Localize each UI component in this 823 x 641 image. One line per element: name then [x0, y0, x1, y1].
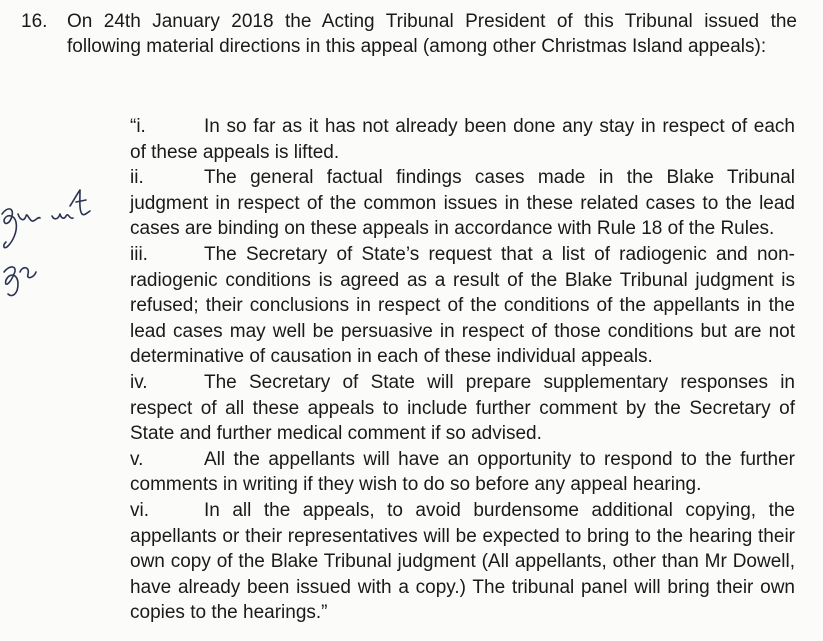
direction-text: The general factual findings cases made in the Blake Tribunal judgment in respect of the common issues in these related cases to the lead cases are binding on these appeals in accordance with Rule 18 of the Rules. — [130, 167, 795, 240]
direction-number: “i. — [130, 116, 146, 137]
direction-item — [130, 165, 795, 242]
direction-number: iii. — [130, 243, 148, 265]
direction-text: The Secretary of State’s request that a list of radiogenic and non-radiogenic conditions is agreed as a result of the Blake Tribunal judgment is refused; their conclusions in respect of the conditions of the appellants in the lead cases may well be persuasive in respect of those conditions but are not determinative of causation in each of these individual appeals. — [130, 243, 795, 368]
directions-quote — [130, 114, 795, 626]
direction-number: ii. — [130, 167, 144, 189]
direction-number: v. — [130, 448, 144, 470]
paragraph-number: 16. — [21, 11, 48, 32]
paragraph-text: On 24th January 2018 the Acting Tribunal President of this Tribunal issued the following material directions in this appeal (among other Christmas Island appeals): — [67, 11, 797, 57]
direction-item — [130, 370, 795, 447]
direction-item — [130, 114, 795, 165]
handwritten-margin-annotation — [0, 180, 110, 300]
direction-text: All the appellants will have an opportunity to respond to the further comments in writing if they wish to do so before any appeal hearing. — [130, 448, 795, 496]
direction-text: In all the appeals, to avoid burdensome additional copying, the appellants or their representatives will be expected to bring to the hearing their own copy of the Blake Tribunal judgment (All appellants, other than Mr Dowell, have already been issued with a copy.) The tribunal panel will bring their own copies to the hearings.” — [130, 499, 795, 624]
direction-number: iv. — [130, 371, 148, 393]
direction-text: In so far as it has not already been done any stay in respect of each of these appeals is lifted. — [130, 116, 795, 163]
direction-item — [130, 242, 795, 370]
direction-number: vi. — [130, 499, 149, 521]
direction-item — [130, 447, 795, 498]
direction-item — [130, 498, 795, 626]
direction-text: The Secretary of State will prepare supplementary responses in respect of all these appeals to include further comment by the Secretary of State and further medical comment if so advised. — [130, 371, 795, 445]
